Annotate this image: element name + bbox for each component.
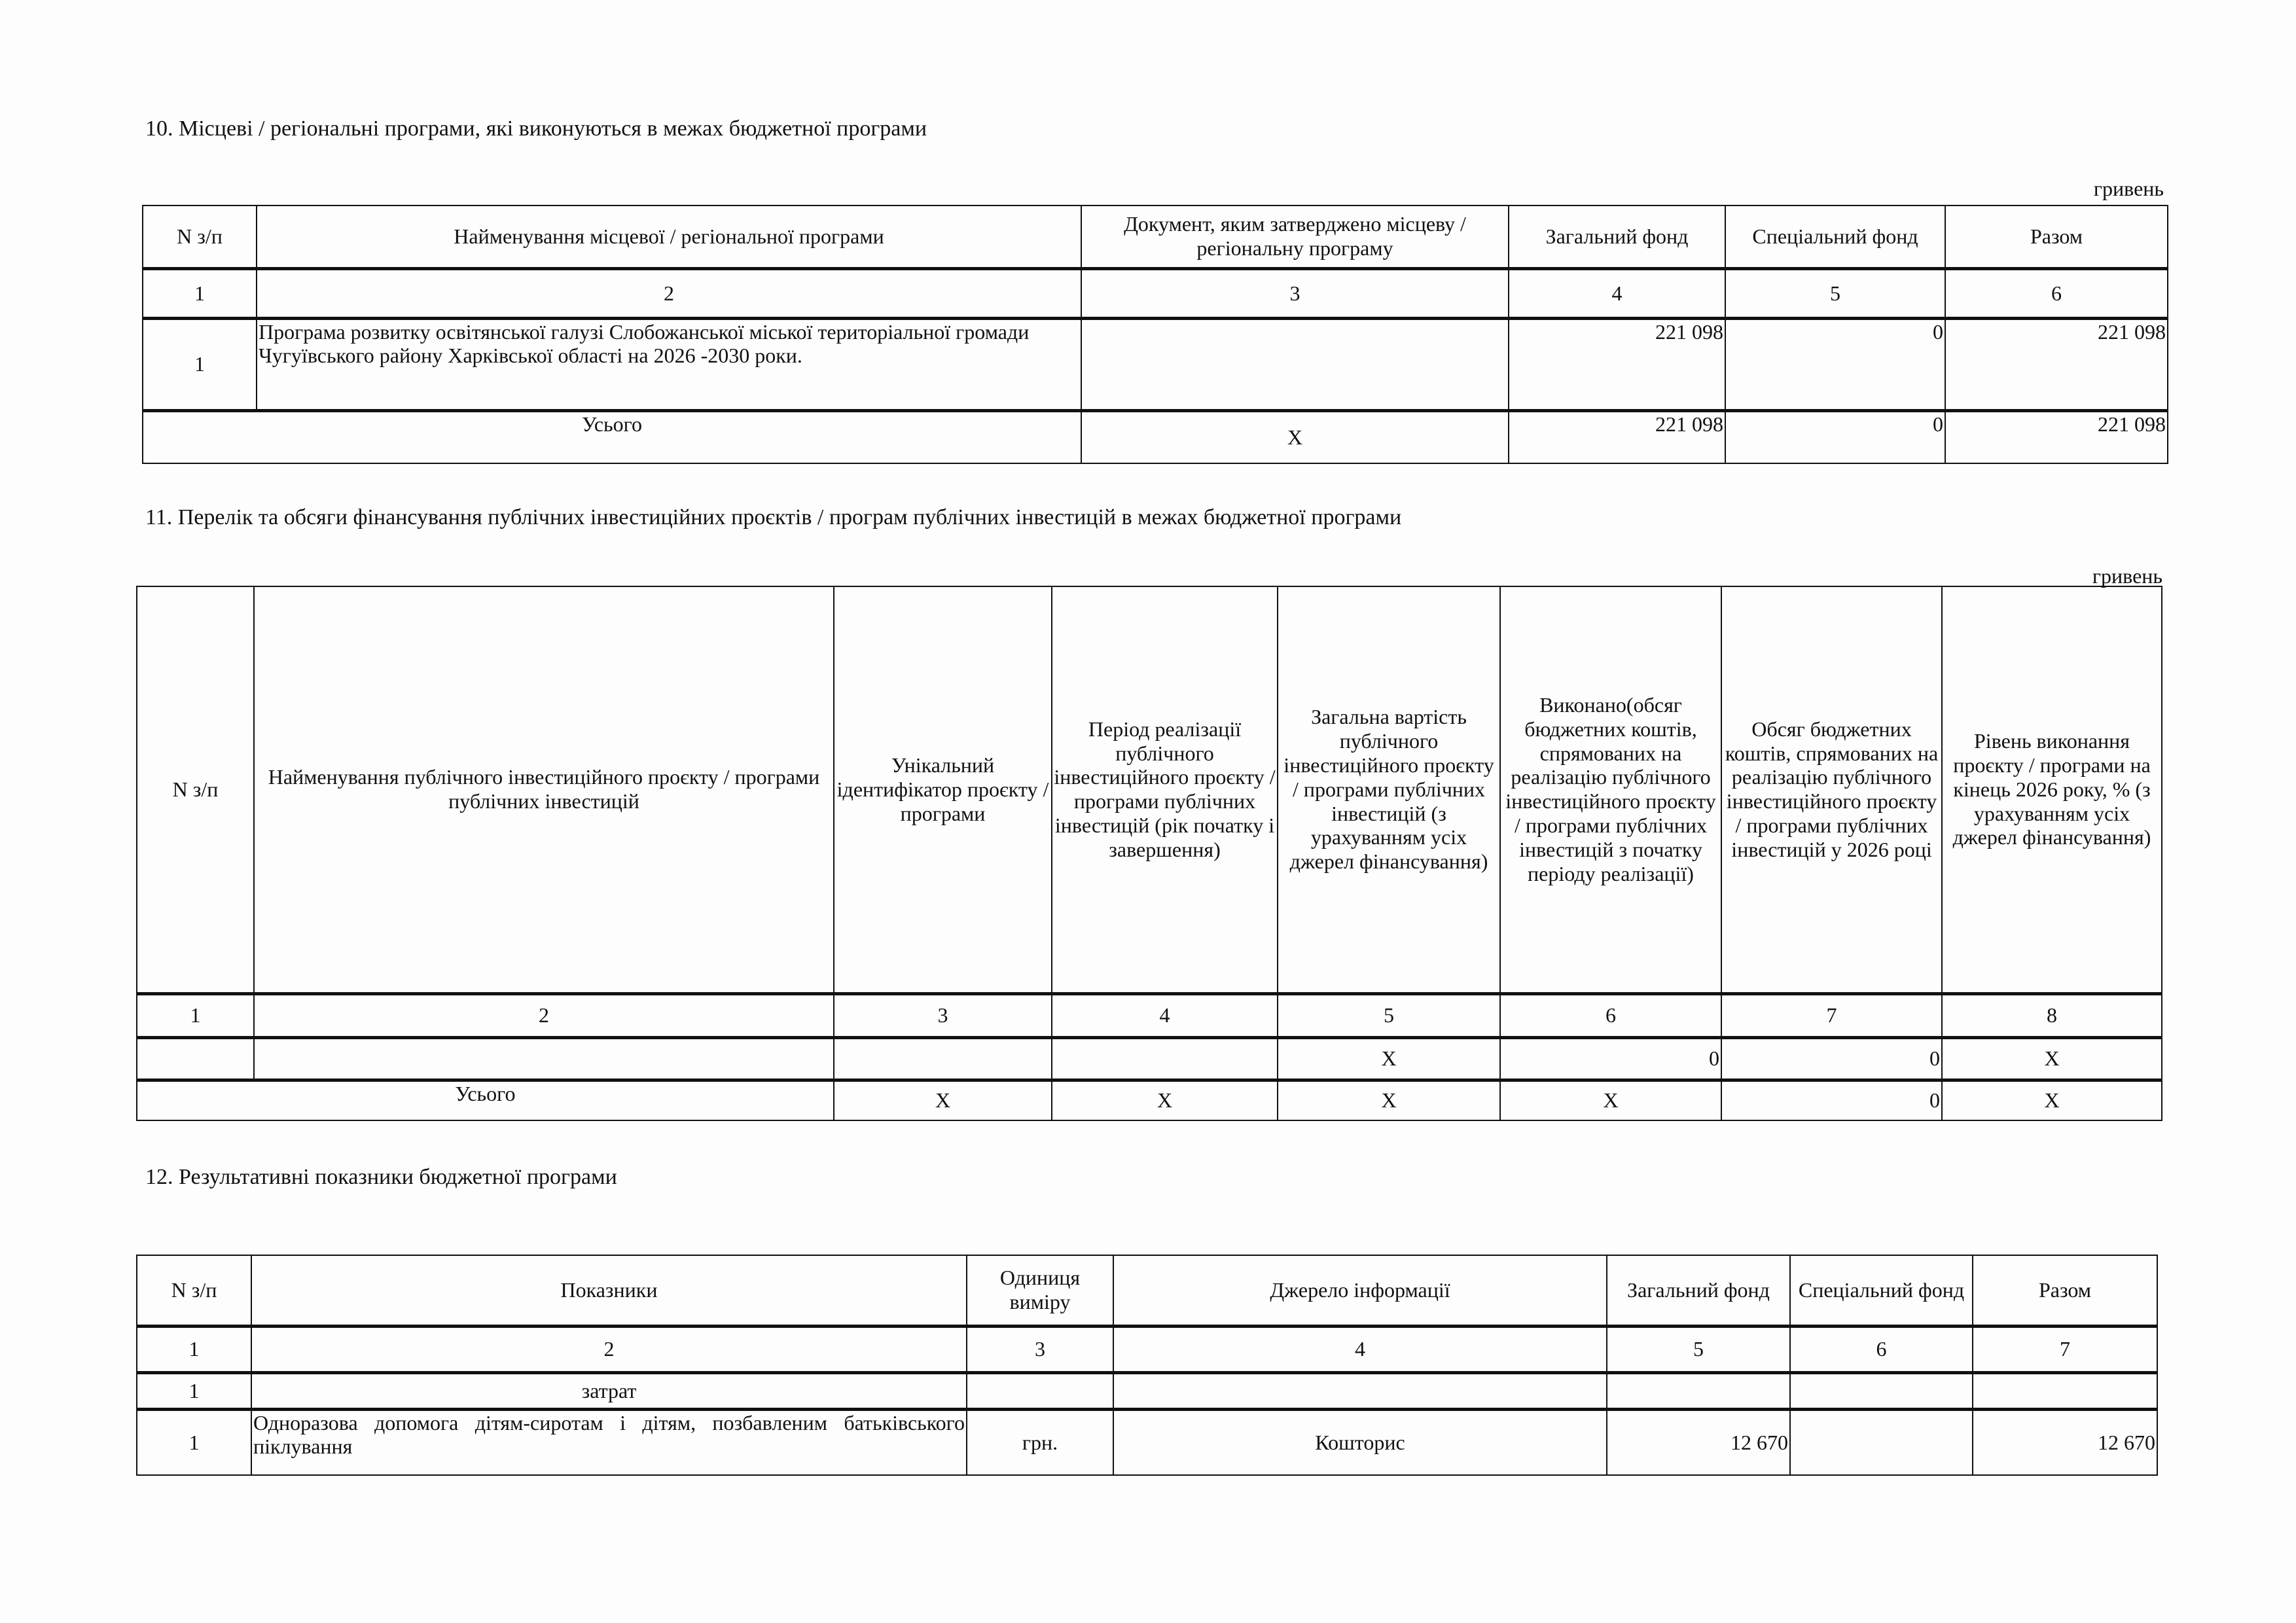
program-document bbox=[1081, 318, 1509, 410]
header-cell: Показники bbox=[251, 1255, 967, 1326]
project-id bbox=[834, 1037, 1052, 1080]
section-11-title: 11. Перелік та обсяги фінансування публічних інвестиційних проєктів / програм публічних інвестицій в межах бюджетної програми bbox=[145, 505, 1402, 529]
empty-cell bbox=[967, 1372, 1113, 1409]
indicator-unit: грн. bbox=[967, 1409, 1113, 1475]
special-fund: 0 bbox=[1725, 318, 1945, 410]
project-done: 0 bbox=[1500, 1037, 1721, 1080]
local-programs-table bbox=[142, 205, 2168, 464]
col-number: 3 bbox=[834, 993, 1052, 1037]
project-level: X bbox=[1942, 1037, 2162, 1080]
section-11-unit: гривень bbox=[2092, 564, 2162, 588]
column-number-row bbox=[143, 268, 2168, 318]
header-cell: Загальний фонд bbox=[1607, 1255, 1790, 1326]
header-cell: Документ, яким затверджено місцеву / регіональну програму bbox=[1081, 205, 1509, 268]
table-header-row bbox=[143, 205, 2168, 268]
header-cell: N з/п bbox=[137, 586, 254, 993]
col-number: 7 bbox=[1973, 1326, 2157, 1372]
total-id: X bbox=[834, 1080, 1052, 1120]
special-fund bbox=[1790, 1409, 1973, 1475]
col-number: 6 bbox=[1790, 1326, 1973, 1372]
empty-cell bbox=[1607, 1372, 1790, 1409]
header-cell: Обсяг бюджетних коштів, спрямованих на реалізацію публічного інвестиційного проєкту / програми публічних інвестицій у 2026 році bbox=[1721, 586, 1942, 993]
col-number: 6 bbox=[1500, 993, 1721, 1037]
total: 221 098 bbox=[1945, 318, 2168, 410]
project-period bbox=[1052, 1037, 1278, 1080]
header-cell: Спеціальний фонд bbox=[1790, 1255, 1973, 1326]
header-cell: Рівень виконання проєкту / програми на кінець 2026 року, % (з урахуванням усіх джерел фінансування) bbox=[1942, 586, 2162, 993]
empty-cell bbox=[1790, 1372, 1973, 1409]
project-name bbox=[254, 1037, 834, 1080]
total-sum: 221 098 bbox=[1945, 410, 2168, 463]
row-number: 1 bbox=[137, 1409, 251, 1475]
total-done: X bbox=[1500, 1080, 1721, 1120]
col-number: 5 bbox=[1278, 993, 1500, 1037]
col-number: 7 bbox=[1721, 993, 1942, 1037]
col-number: 2 bbox=[257, 268, 1081, 318]
row-number: 1 bbox=[143, 318, 257, 410]
empty-cell bbox=[1113, 1372, 1607, 1409]
col-number: 5 bbox=[1725, 268, 1945, 318]
header-cell: Загальний фонд bbox=[1509, 205, 1725, 268]
total-level: X bbox=[1942, 1080, 2162, 1120]
header-cell: Джерело інформації bbox=[1113, 1255, 1607, 1326]
col-number: 3 bbox=[967, 1326, 1113, 1372]
header-cell: Унікальний ідентифікатор проєкту / програми bbox=[834, 586, 1052, 993]
group-name: затрат bbox=[251, 1372, 967, 1409]
table-row bbox=[137, 1409, 2157, 1475]
total-period: X bbox=[1052, 1080, 1278, 1120]
program-name: Програма розвитку освітянської галузі Слобожанської міської територіальної громади Чугуївського району Харківської області на 2026 -2030 роки. bbox=[257, 318, 1081, 410]
total-cost: X bbox=[1278, 1080, 1500, 1120]
col-number: 2 bbox=[251, 1326, 967, 1372]
col-number: 8 bbox=[1942, 993, 2162, 1037]
col-number: 3 bbox=[1081, 268, 1509, 318]
table-header-row bbox=[137, 1255, 2157, 1326]
total-label: Усього bbox=[143, 410, 1081, 463]
col-number: 1 bbox=[143, 268, 257, 318]
header-cell: Виконано(обсяг бюджетних коштів, спрямованих на реалізацію публічного інвестиційного проєкту / програми публічних інвестицій з початку періоду реалізації) bbox=[1500, 586, 1721, 993]
row-number bbox=[137, 1037, 254, 1080]
header-cell: Одиниця виміру bbox=[967, 1255, 1113, 1326]
header-cell: Спеціальний фонд bbox=[1725, 205, 1945, 268]
column-number-row bbox=[137, 1326, 2157, 1372]
table-header-row bbox=[137, 586, 2162, 993]
header-cell: Разом bbox=[1973, 1255, 2157, 1326]
table-row bbox=[137, 1037, 2162, 1080]
total-label: Усього bbox=[137, 1080, 834, 1120]
group-row bbox=[137, 1372, 2157, 1409]
indicator-source: Кошторис bbox=[1113, 1409, 1607, 1475]
col-number: 2 bbox=[254, 993, 834, 1037]
col-number: 4 bbox=[1509, 268, 1725, 318]
col-number: 5 bbox=[1607, 1326, 1790, 1372]
investment-projects-table bbox=[136, 586, 2162, 1121]
total-row bbox=[137, 1080, 2162, 1120]
header-cell: Найменування публічного інвестиційного проєкту / програми публічних інвестицій bbox=[254, 586, 834, 993]
header-cell: Період реалізації публічного інвестиційного проєкту / програми публічних інвестицій (рік початку і завершення) bbox=[1052, 586, 1278, 993]
section-12-title: 12. Результативні показники бюджетної програми bbox=[145, 1165, 617, 1189]
col-number: 6 bbox=[1945, 268, 2168, 318]
total-row bbox=[143, 410, 2168, 463]
header-cell: N з/п bbox=[137, 1255, 251, 1326]
general-fund: 12 670 bbox=[1607, 1409, 1790, 1475]
column-number-row bbox=[137, 993, 2162, 1037]
table-row bbox=[143, 318, 2168, 410]
section-10-title: 10. Місцеві / регіональні програми, які виконуються в межах бюджетної програми bbox=[145, 116, 927, 141]
performance-indicators-table bbox=[136, 1255, 2158, 1476]
general-fund: 221 098 bbox=[1509, 318, 1725, 410]
col-number: 1 bbox=[137, 993, 254, 1037]
total-budget-2026: 0 bbox=[1721, 1080, 1942, 1120]
section-10-unit: гривень bbox=[2093, 177, 2164, 200]
project-budget-2026: 0 bbox=[1721, 1037, 1942, 1080]
empty-cell bbox=[1973, 1372, 2157, 1409]
header-cell: Разом bbox=[1945, 205, 2168, 268]
project-cost: X bbox=[1278, 1037, 1500, 1080]
col-number: 1 bbox=[137, 1326, 251, 1372]
total: 12 670 bbox=[1973, 1409, 2157, 1475]
row-number: 1 bbox=[137, 1372, 251, 1409]
header-cell: Загальна вартість публічного інвестиційного проєкту / програми публічних інвестицій (з урахуванням усіх джерел фінансування) bbox=[1278, 586, 1500, 993]
header-cell: Найменування місцевої / регіональної програми bbox=[257, 205, 1081, 268]
total-document: X bbox=[1081, 410, 1509, 463]
col-number: 4 bbox=[1113, 1326, 1607, 1372]
total-general-fund: 221 098 bbox=[1509, 410, 1725, 463]
indicator-name: Одноразова допомога дітям-сиротам і дітям, позбавленим батьківського піклування bbox=[251, 1409, 967, 1475]
total-special-fund: 0 bbox=[1725, 410, 1945, 463]
col-number: 4 bbox=[1052, 993, 1278, 1037]
header-cell: N з/п bbox=[143, 205, 257, 268]
